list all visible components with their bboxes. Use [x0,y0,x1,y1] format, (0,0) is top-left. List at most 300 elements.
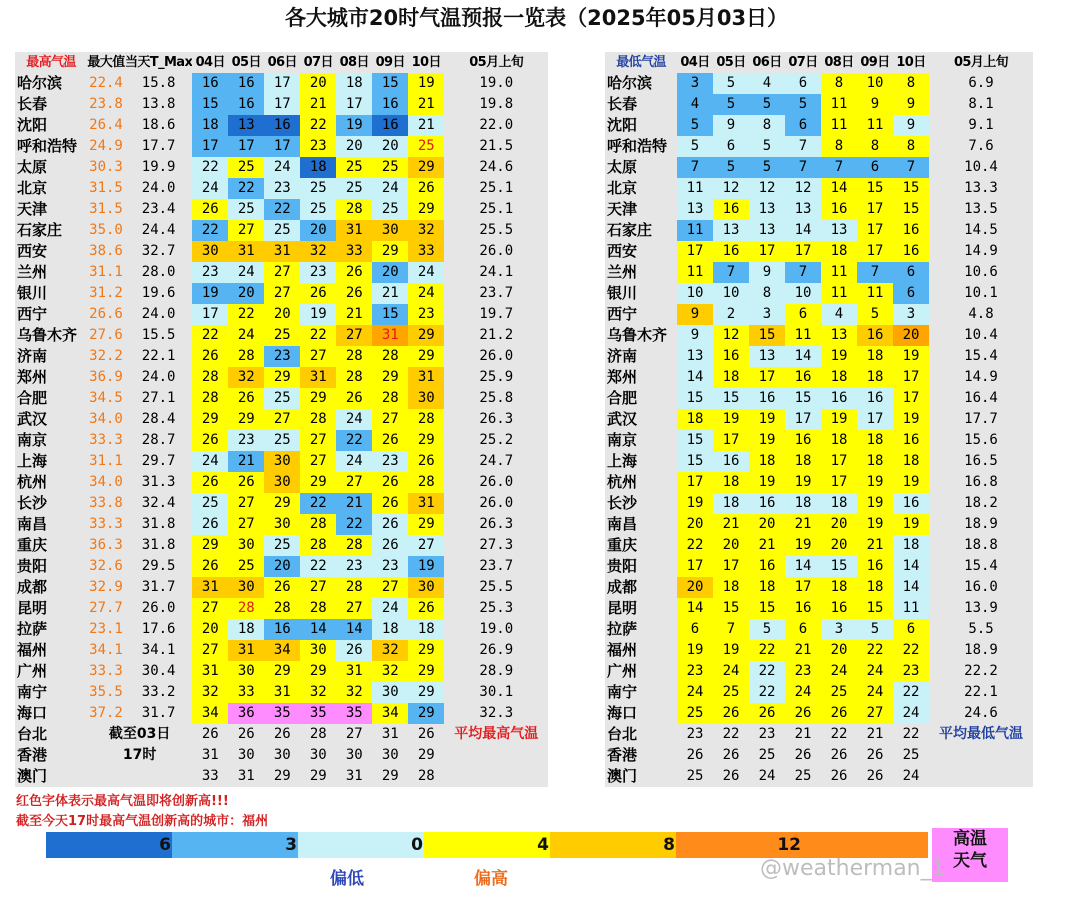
forecast-cell: 28 [192,367,228,388]
forecast-cell: 29 [408,703,444,724]
forecast-cell: 19 [857,514,893,535]
today-max-value: 24.0 [125,178,192,199]
forecast-cell: 27 [336,724,372,745]
scale-tick-label: 6 [159,835,171,855]
forecast-cell: 31 [264,682,300,703]
forecast-cell: 26 [228,724,264,745]
forecast-cell: 22 [300,493,336,514]
climate-normal-value: 24.6 [444,157,548,178]
forecast-cell: 18 [336,73,372,94]
max-record-value: 32.6 [87,556,125,577]
climate-normal-value: 25.1 [444,178,548,199]
today-max-value: 28.7 [125,430,192,451]
forecast-cell: 25 [785,766,821,787]
min-header-title: 最低气温 [605,52,677,73]
city-name: 南京 [605,430,677,451]
forecast-cell: 6 [713,136,749,157]
forecast-cell: 25 [336,157,372,178]
forecast-cell: 16 [749,388,785,409]
forecast-cell: 30 [264,451,300,472]
forecast-cell: 14 [821,178,857,199]
forecast-cell: 29 [408,157,444,178]
forecast-cell: 22 [192,325,228,346]
max-row [15,598,548,619]
city-name: 南宁 [15,682,87,703]
max-row [15,724,548,745]
forecast-cell: 16 [264,619,300,640]
forecast-cell: 26 [408,598,444,619]
forecast-cell: 21 [749,535,785,556]
forecast-cell: 25 [228,556,264,577]
max-record-value: 23.8 [87,94,125,115]
climate-normal-value: 26.9 [444,640,548,661]
forecast-cell: 26 [821,766,857,787]
forecast-cell: 28 [336,535,372,556]
forecast-cell: 28 [228,598,264,619]
forecast-cell: 34 [192,703,228,724]
climate-normal-value: 28.9 [444,661,548,682]
forecast-cell: 23 [264,178,300,199]
max-row [15,199,548,220]
forecast-cell: 30 [372,682,408,703]
max-row [15,157,548,178]
city-name: 昆明 [15,598,87,619]
forecast-cell: 17 [857,409,893,430]
city-name: 银川 [15,283,87,304]
climate-normal-value: 26.0 [444,241,548,262]
min-row [605,367,1033,388]
city-name: 兰州 [15,262,87,283]
forecast-cell: 17 [785,241,821,262]
forecast-cell: 8 [821,136,857,157]
forecast-cell: 25 [300,178,336,199]
forecast-cell: 22 [228,304,264,325]
forecast-cell: 14 [893,577,929,598]
forecast-cell: 32 [336,682,372,703]
forecast-cell: 18 [372,619,408,640]
city-name: 香港 [605,745,677,766]
forecast-cell: 16 [372,115,408,136]
forecast-cell: 10 [785,283,821,304]
forecast-cell: 26 [821,703,857,724]
forecast-cell: 22 [336,430,372,451]
forecast-cell: 32 [300,241,336,262]
climate-normal-value: 16.0 [929,577,1033,598]
forecast-cell: 23 [749,724,785,745]
forecast-cell: 24 [713,661,749,682]
forecast-cell: 16 [893,241,929,262]
forecast-cell: 5 [785,94,821,115]
climate-normal-value: 18.2 [929,493,1033,514]
forecast-cell: 25 [372,199,408,220]
today-max-value: 19.6 [125,283,192,304]
today-max-value: 24.0 [125,304,192,325]
forecast-cell: 23 [192,262,228,283]
forecast-cell: 22 [300,325,336,346]
min-header-day: 07日 [785,52,821,73]
climate-normal-value: 14.9 [929,367,1033,388]
forecast-cell: 18 [893,451,929,472]
max-header-max: 最大值 [87,52,125,73]
today-max-value: 31.3 [125,472,192,493]
climate-normal-value: 25.5 [444,577,548,598]
forecast-cell: 24 [821,661,857,682]
forecast-cell: 11 [677,178,713,199]
forecast-cell: 27 [300,346,336,367]
forecast-cell: 23 [372,556,408,577]
forecast-cell: 6 [785,73,821,94]
today-max-value: 28.0 [125,262,192,283]
forecast-cell: 28 [372,388,408,409]
max-header-today: 当天T_Max [125,52,192,73]
forecast-cell: 20 [677,514,713,535]
forecast-cell: 19 [857,472,893,493]
city-name: 昆明 [605,598,677,619]
forecast-cell: 17 [857,241,893,262]
forecast-cell: 30 [264,472,300,493]
forecast-cell: 16 [785,367,821,388]
forecast-cell: 29 [408,430,444,451]
climate-normal-value: 13.9 [929,598,1033,619]
forecast-cell: 28 [192,388,228,409]
min-header-day: 04日 [677,52,713,73]
forecast-cell: 29 [372,241,408,262]
forecast-cell: 29 [408,661,444,682]
forecast-cell: 16 [713,451,749,472]
max-row [15,178,548,199]
city-name: 西宁 [605,304,677,325]
climate-normal-value: 23.7 [444,283,548,304]
forecast-cell: 26 [821,745,857,766]
forecast-cell: 20 [893,325,929,346]
max-row [15,304,548,325]
city-name: 合肥 [605,388,677,409]
max-row [15,451,548,472]
today-max-value: 13.8 [125,94,192,115]
forecast-cell: 31 [264,241,300,262]
forecast-cell: 26 [192,556,228,577]
forecast-cell: 25 [677,766,713,787]
forecast-cell: 19 [749,472,785,493]
forecast-cell: 6 [677,619,713,640]
forecast-cell: 13 [785,199,821,220]
max-header-clim: 05月上旬 [444,52,548,73]
forecast-cell: 24 [893,766,929,787]
max-record-value: 33.8 [87,493,125,514]
min-header-day: 06日 [749,52,785,73]
climate-normal-value: 15.4 [929,346,1033,367]
forecast-cell: 26 [336,640,372,661]
forecast-cell: 28 [300,598,336,619]
forecast-cell: 30 [228,577,264,598]
forecast-cell: 19 [677,493,713,514]
min-row [605,661,1033,682]
forecast-cell: 6 [785,304,821,325]
forecast-cell: 20 [713,535,749,556]
max-row [15,493,548,514]
forecast-cell: 30 [408,577,444,598]
forecast-cell: 19 [821,409,857,430]
forecast-cell: 19 [785,535,821,556]
forecast-cell: 24 [336,409,372,430]
forecast-cell: 18 [857,577,893,598]
forecast-cell: 19 [192,283,228,304]
forecast-cell: 14 [785,220,821,241]
forecast-cell: 16 [821,199,857,220]
forecast-cell: 18 [228,619,264,640]
forecast-cell: 18 [749,451,785,472]
forecast-cell: 17 [785,577,821,598]
forecast-cell: 32 [408,220,444,241]
forecast-cell: 31 [336,661,372,682]
forecast-cell: 7 [857,262,893,283]
forecast-cell: 18 [821,493,857,514]
forecast-cell: 26 [336,262,372,283]
forecast-cell: 22 [264,199,300,220]
climate-normal-value: 18.9 [929,514,1033,535]
forecast-cell: 19 [677,640,713,661]
city-name: 拉萨 [605,619,677,640]
max-record-value: 32.9 [87,577,125,598]
forecast-cell: 25 [713,682,749,703]
climate-normal-value: 22.0 [444,115,548,136]
min-row [605,220,1033,241]
forecast-cell: 27 [372,577,408,598]
forecast-cell: 26 [192,514,228,535]
forecast-cell: 18 [785,451,821,472]
forecast-cell: 25 [372,157,408,178]
forecast-cell: 27 [264,262,300,283]
forecast-cell: 35 [300,703,336,724]
forecast-cell: 7 [677,157,713,178]
forecast-cell: 22 [336,514,372,535]
forecast-cell: 26 [192,346,228,367]
avg-label-cell: 平均最低气温 [929,724,1033,745]
forecast-cell: 21 [228,451,264,472]
climate-normal-value: 25.8 [444,388,548,409]
today-max-value: 31.7 [125,577,192,598]
min-row [605,640,1033,661]
max-row [15,94,548,115]
forecast-cell: 20 [228,283,264,304]
city-name: 贵阳 [605,556,677,577]
avg-label-cell [444,745,548,766]
forecast-cell: 26 [228,472,264,493]
min-row [605,745,1033,766]
forecast-cell: 7 [713,619,749,640]
max-row [15,556,548,577]
forecast-cell: 25 [408,136,444,157]
forecast-cell: 30 [372,745,408,766]
forecast-cell: 5 [749,619,785,640]
forecast-cell: 17 [264,73,300,94]
min-row [605,325,1033,346]
forecast-cell: 29 [264,661,300,682]
climate-normal-value: 26.0 [444,472,548,493]
forecast-cell: 31 [408,367,444,388]
city-name: 台北 [605,724,677,745]
forecast-cell: 8 [749,115,785,136]
forecast-cell: 26 [713,703,749,724]
forecast-cell: 29 [372,367,408,388]
city-name: 合肥 [15,388,87,409]
forecast-cell: 29 [300,661,336,682]
city-name: 长春 [605,94,677,115]
forecast-cell: 20 [336,136,372,157]
climate-normal-value: 24.6 [929,703,1033,724]
forecast-cell: 25 [749,745,785,766]
max-row [15,115,548,136]
min-row [605,73,1033,94]
forecast-cell: 13 [749,199,785,220]
forecast-cell: 11 [677,262,713,283]
forecast-cell: 31 [300,367,336,388]
forecast-cell: 28 [300,535,336,556]
forecast-cell: 29 [264,493,300,514]
forecast-cell: 19 [749,430,785,451]
forecast-cell: 20 [264,304,300,325]
max-row [15,640,548,661]
forecast-cell: 20 [192,619,228,640]
today-max-value: 31.7 [125,703,192,724]
forecast-cell: 19 [893,472,929,493]
forecast-cell: 18 [749,577,785,598]
city-name: 南昌 [605,514,677,535]
forecast-cell: 15 [749,325,785,346]
forecast-cell: 29 [300,766,336,787]
max-header-day: 07日 [300,52,336,73]
forecast-cell: 18 [713,472,749,493]
min-row [605,346,1033,367]
min-row [605,157,1033,178]
min-row [605,682,1033,703]
max-record-value: 34.0 [87,409,125,430]
forecast-cell: 22 [749,640,785,661]
max-row [15,409,548,430]
forecast-cell: 16 [192,73,228,94]
forecast-cell: 19 [749,409,785,430]
min-header-day: 05日 [713,52,749,73]
forecast-cell: 21 [300,94,336,115]
forecast-cell: 4 [749,73,785,94]
forecast-cell: 24 [336,451,372,472]
today-max-value: 22.1 [125,346,192,367]
forecast-cell: 27 [857,703,893,724]
forecast-cell: 29 [408,745,444,766]
max-record-value: 26.4 [87,115,125,136]
forecast-cell: 28 [372,346,408,367]
footnote-cell: 17时 [87,745,192,766]
climate-normal-value: 18.8 [929,535,1033,556]
climate-normal-value: 15.4 [929,556,1033,577]
forecast-cell: 31 [192,661,228,682]
forecast-cell: 13 [749,346,785,367]
city-name: 兰州 [605,262,677,283]
forecast-cell: 31 [408,493,444,514]
forecast-cell: 15 [677,388,713,409]
forecast-cell: 31 [336,220,372,241]
city-name: 太原 [605,157,677,178]
forecast-cell: 24 [192,178,228,199]
forecast-cell: 28 [336,346,372,367]
forecast-cell: 13 [677,199,713,220]
today-max-value: 27.1 [125,388,192,409]
forecast-cell: 25 [192,493,228,514]
forecast-cell: 32 [300,682,336,703]
city-name: 重庆 [15,535,87,556]
forecast-cell: 6 [893,262,929,283]
city-name: 石家庄 [15,220,87,241]
forecast-cell: 29 [192,409,228,430]
forecast-cell: 5 [857,619,893,640]
forecast-cell: 15 [821,556,857,577]
forecast-cell: 22 [192,220,228,241]
climate-normal-value: 13.3 [929,178,1033,199]
city-name: 成都 [605,577,677,598]
forecast-cell: 16 [857,325,893,346]
max-header-day: 08日 [336,52,372,73]
scale-tick-label: 12 [777,835,801,855]
city-name: 上海 [605,451,677,472]
forecast-cell: 14 [785,346,821,367]
max-record-value: 22.4 [87,73,125,94]
max-row [15,514,548,535]
forecast-cell: 24 [893,703,929,724]
forecast-cell: 17 [677,241,713,262]
forecast-cell: 16 [749,556,785,577]
forecast-cell: 19 [857,493,893,514]
max-record-value: 27.6 [87,325,125,346]
forecast-cell: 24 [408,262,444,283]
climate-normal-value: 26.3 [444,409,548,430]
forecast-cell: 22 [821,724,857,745]
city-name: 广州 [605,661,677,682]
city-name: 乌鲁木齐 [605,325,677,346]
forecast-cell: 10 [677,283,713,304]
forecast-cell: 18 [893,535,929,556]
max-row [15,661,548,682]
max-record-value: 32.2 [87,346,125,367]
avg-label-cell: 平均最高气温 [444,724,548,745]
forecast-cell: 28 [336,577,372,598]
forecast-cell: 21 [857,724,893,745]
forecast-cell: 18 [821,430,857,451]
forecast-cell: 5 [749,94,785,115]
forecast-cell: 25 [264,535,300,556]
forecast-cell: 13 [713,220,749,241]
footnote-cell: 截至03日 [87,724,192,745]
forecast-cell: 34 [264,640,300,661]
climate-normal-value: 27.3 [444,535,548,556]
forecast-cell: 17 [857,220,893,241]
forecast-cell: 35 [336,703,372,724]
forecast-cell: 31 [228,766,264,787]
forecast-cell: 26 [336,283,372,304]
forecast-cell: 4 [821,304,857,325]
forecast-cell: 20 [264,556,300,577]
city-name: 杭州 [605,472,677,493]
forecast-cell: 22 [713,724,749,745]
forecast-cell: 17 [713,430,749,451]
min-row [605,493,1033,514]
avg-label-cell [929,745,1033,766]
city-name: 济南 [15,346,87,367]
forecast-cell: 12 [785,178,821,199]
climate-normal-value: 6.9 [929,73,1033,94]
forecast-cell: 26 [372,535,408,556]
forecast-cell: 7 [785,262,821,283]
forecast-cell: 20 [821,535,857,556]
